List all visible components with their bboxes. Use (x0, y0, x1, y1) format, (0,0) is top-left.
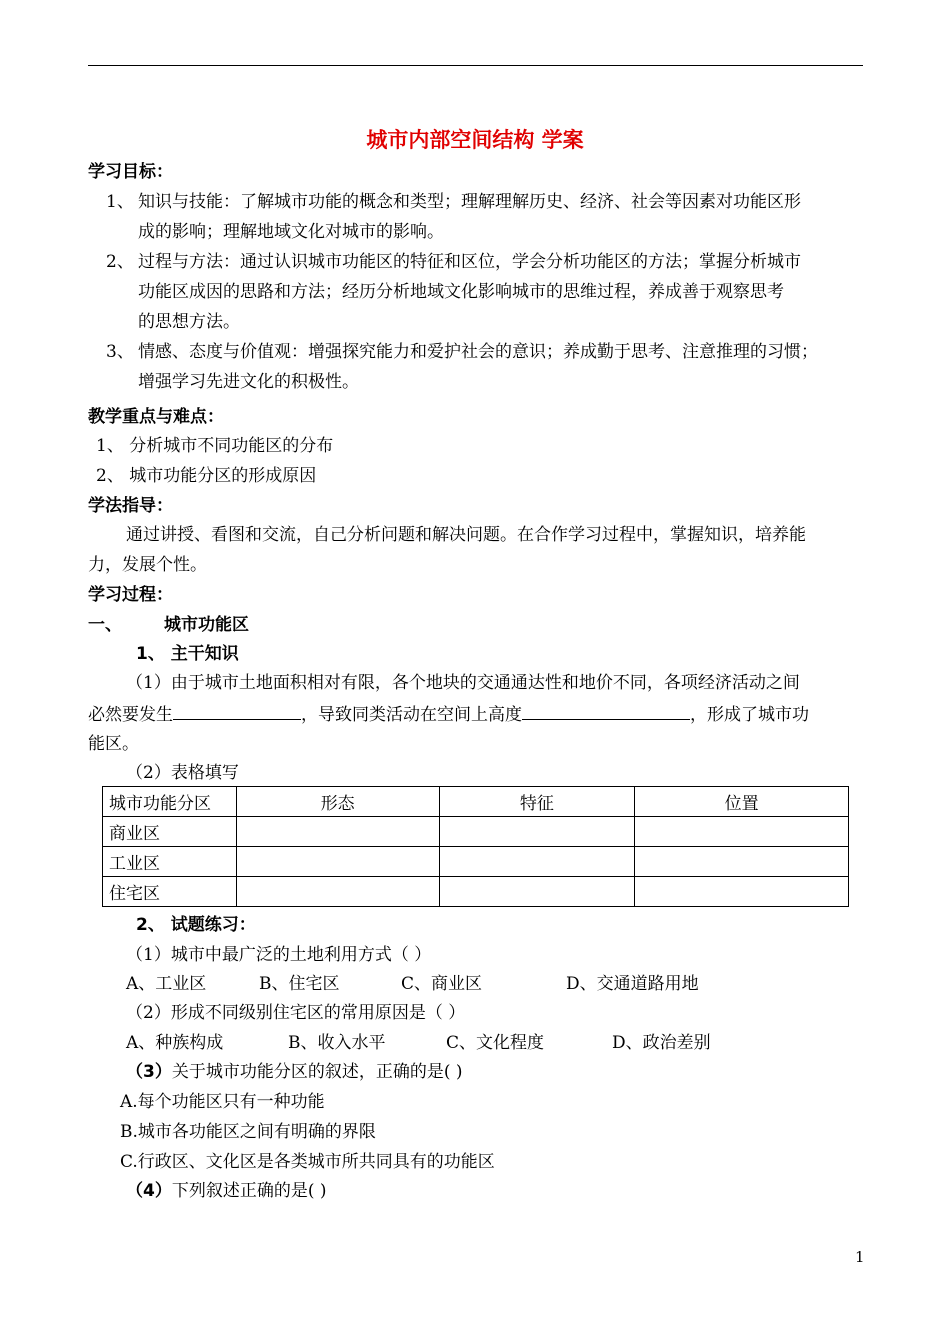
exercise-question-text: 关于城市功能分区的叙述，正确的是( ) (171, 1062, 463, 1082)
exercise-option: C、文化程度 (446, 1033, 545, 1053)
section-number: 一、 (88, 615, 122, 635)
table-row-label: 住宅区 (103, 877, 237, 907)
process-heading: 学习过程： (88, 585, 173, 605)
question-text-part: ，形成了城市功 (690, 705, 809, 725)
objective-number: 2、 (106, 252, 134, 272)
subsection-heading: 1、 主干知识 (136, 644, 239, 664)
table-header-cell: 位置 (635, 787, 849, 817)
section-title: 城市功能区 (164, 615, 249, 635)
exercise-question: （1）城市中最广泛的土地利用方式（ ） (126, 945, 432, 965)
function-zone-table (102, 786, 849, 907)
key-point-item: 2、 城市功能分区的形成原因 (96, 466, 317, 486)
table-header-cell: 城市功能分区 (103, 787, 237, 817)
question-text: （1）由于城市土地面积相对有限，各个地块的交通通达性和地价不同，各项经济活动之间 (126, 673, 800, 693)
fill-in-blank[interactable] (522, 702, 690, 720)
exercise-option: D、交通道路用地 (566, 974, 699, 994)
exercise-question (126, 1060, 463, 1084)
objective-text: 成的影响；理解地域文化对城市的影响。 (138, 222, 444, 242)
exercise-question: （2）形成不同级别住宅区的常用原因是（ ） (126, 1003, 466, 1023)
objective-text: 功能区成因的思路和方法；经历分析地域文化影响城市的思维过程，养成善于观察思考 (138, 282, 784, 302)
method-heading: 学法指导： (88, 496, 173, 516)
table-row (103, 817, 849, 847)
exercise-option: B、收入水平 (288, 1033, 386, 1053)
method-text: 力，发展个性。 (88, 555, 207, 575)
objective-text: 增强学习先进文化的积极性。 (138, 372, 359, 392)
table-cell[interactable] (439, 847, 635, 877)
table-cell[interactable] (635, 847, 849, 877)
key-point-item: 1、 分析城市不同功能区的分布 (96, 436, 334, 456)
table-cell[interactable] (236, 817, 439, 847)
method-text: 通过讲授、看图和交流，自己分析问题和解决问题。在合作学习过程中，掌握知识，培养能 (126, 525, 806, 545)
table-cell[interactable] (635, 817, 849, 847)
objective-number: 3、 (106, 342, 134, 362)
table-cell[interactable] (439, 877, 635, 907)
key-points-heading: 教学重点与难点： (88, 407, 224, 427)
exercise-question (126, 1179, 327, 1203)
table-label: （2）表格填写 (126, 763, 239, 783)
exercise-number: （3） (126, 1062, 172, 1082)
exercise-option: D、政治差别 (612, 1033, 711, 1053)
objective-text: 的思想方法。 (138, 312, 240, 332)
exercise-option: A、工业区 (126, 974, 207, 994)
table-header-cell: 形态 (236, 787, 439, 817)
table-header-row (103, 787, 849, 817)
question-text: 能区。 (88, 734, 139, 754)
exercise-option: B.城市各功能区之间有明确的界限 (120, 1122, 376, 1142)
exercise-option: A.每个功能区只有一种功能 (120, 1092, 325, 1112)
table-row-label: 工业区 (103, 847, 237, 877)
subsection-heading: 2、 试题练习： (136, 915, 256, 935)
exercise-number: （4） (126, 1181, 172, 1201)
exercise-option: B、住宅区 (259, 974, 340, 994)
fill-in-blank[interactable] (173, 702, 301, 720)
question-text-part: 必然要发生 (88, 705, 173, 725)
table-row (103, 847, 849, 877)
table-cell[interactable] (236, 847, 439, 877)
objective-text: 知识与技能：了解城市功能的概念和类型；理解理解历史、经济、社会等因素对功能区形 (138, 192, 801, 212)
objectives-heading: 学习目标： (88, 162, 173, 182)
question-text-part: ，导致同类活动在空间上高度 (301, 705, 522, 725)
header-rule (88, 65, 863, 66)
table-cell[interactable] (635, 877, 849, 907)
page-title: 城市内部空间结构 学案 (366, 128, 584, 152)
question-text (88, 702, 809, 727)
table-row-label: 商业区 (103, 817, 237, 847)
exercise-option: C、商业区 (401, 974, 483, 994)
table-cell[interactable] (236, 877, 439, 907)
objective-text: 情感、态度与价值观：增强探究能力和爱护社会的意识；养成勤于思考、注意推理的习惯； (138, 342, 818, 362)
objective-text: 过程与方法：通过认识城市功能区的特征和区位，学会分析功能区的方法；掌握分析城市 (138, 252, 801, 272)
table-row (103, 877, 849, 907)
table-cell[interactable] (439, 817, 635, 847)
exercise-option: A、种族构成 (126, 1033, 224, 1053)
exercise-question-text: 下列叙述正确的是( ) (171, 1181, 327, 1201)
page-number: 1 (855, 1248, 865, 1266)
table-header-cell: 特征 (439, 787, 635, 817)
objective-number: 1、 (106, 192, 134, 212)
exercise-option: C.行政区、文化区是各类城市所共同具有的功能区 (120, 1152, 495, 1172)
